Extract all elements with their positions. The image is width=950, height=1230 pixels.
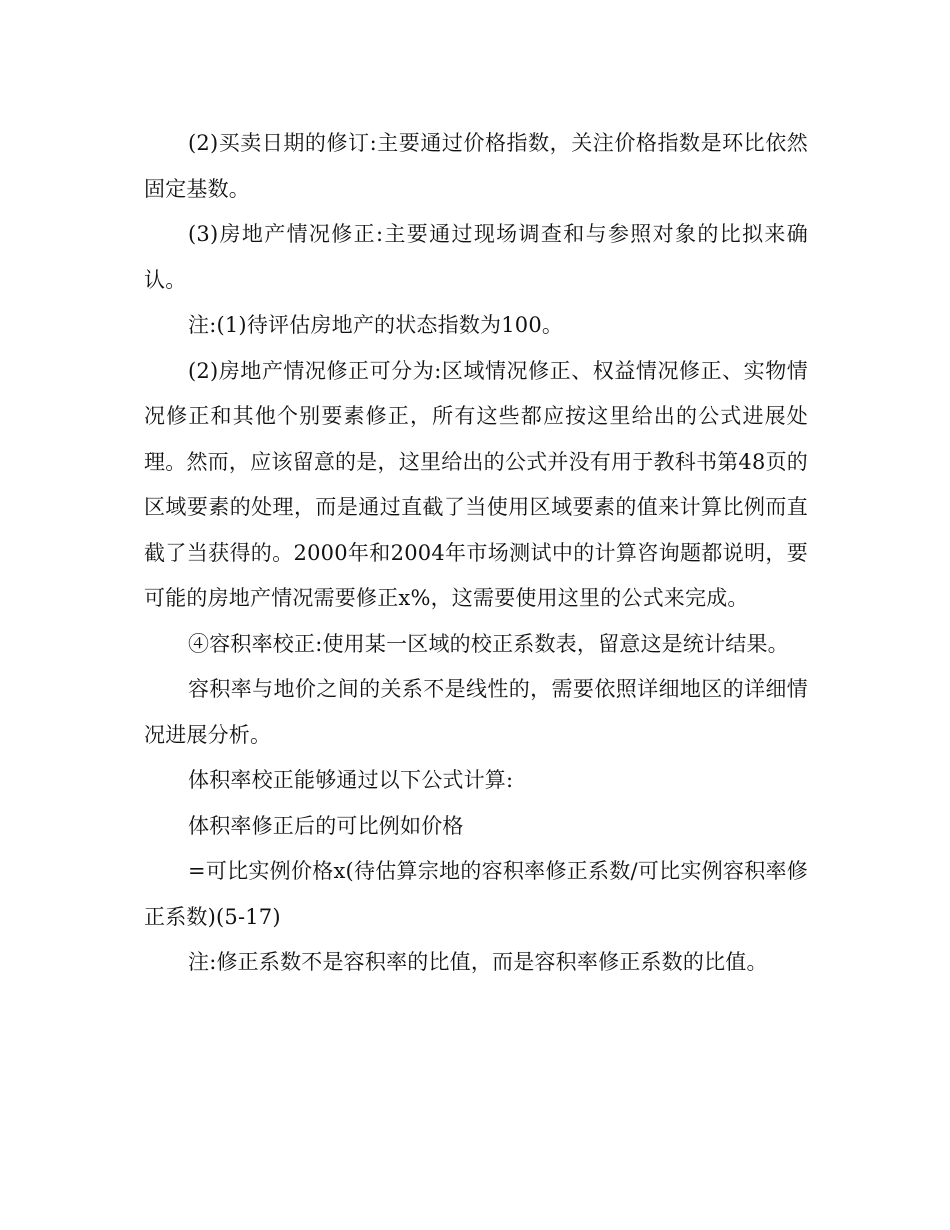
paragraph-formula-left-side: 体积率修正后的可比例如价格 xyxy=(188,813,464,838)
paragraph-correction-categories: (2)房地产情况修正可分为:区域情况修正、权益情况修正、实物情况修正和其他个别要素修正，所有这些都应按这里给出的公式进展处理。然而，应该留意的是，这里给出的公式并没有用于教科书第48页的区域要素的处理，而是通过直截了当使用区域要素的值来计算比例而直截了当获得的。2000年和2004年市场测试中的计算咨询题都说明，要可能的房地产情况需要修正x%，这需要使用这里的公式来完成。 xyxy=(144,358,808,610)
paragraph-formula-intro: 体积率校正能够通过以下公式计算: xyxy=(188,768,514,792)
paragraph-real-estate-condition-correction: (3)房地产情况修正:主要通过现场调查和与参照对象的比拟来确认。 xyxy=(144,222,808,292)
paragraph-note-correction-coefficient: 注:修正系数不是容积率的比值，而是容积率修正系数的比值。 xyxy=(188,950,768,974)
paragraph-plot-ratio-correction: ④容积率校正:使用某一区域的校正系数表，留意这是统计结果。 xyxy=(188,631,789,656)
paragraph-note-status-index: 注:(1)待评估房地产的状态指数为100。 xyxy=(188,313,564,337)
document-body xyxy=(144,121,808,986)
paragraph-formula-right-side: =可比实例价格x(待估算宗地的容积率修正系数/可比实例容积率修正系数)(5-17) xyxy=(144,859,808,929)
paragraph-plot-ratio-relationship: 容积率与地价之间的关系不是线性的，需要依照详细地区的详细情况进展分析。 xyxy=(144,677,808,747)
paragraph-transaction-date-revision: (2)买卖日期的修订:主要通过价格指数，关注价格指数是环比依然固定基数。 xyxy=(144,131,808,201)
